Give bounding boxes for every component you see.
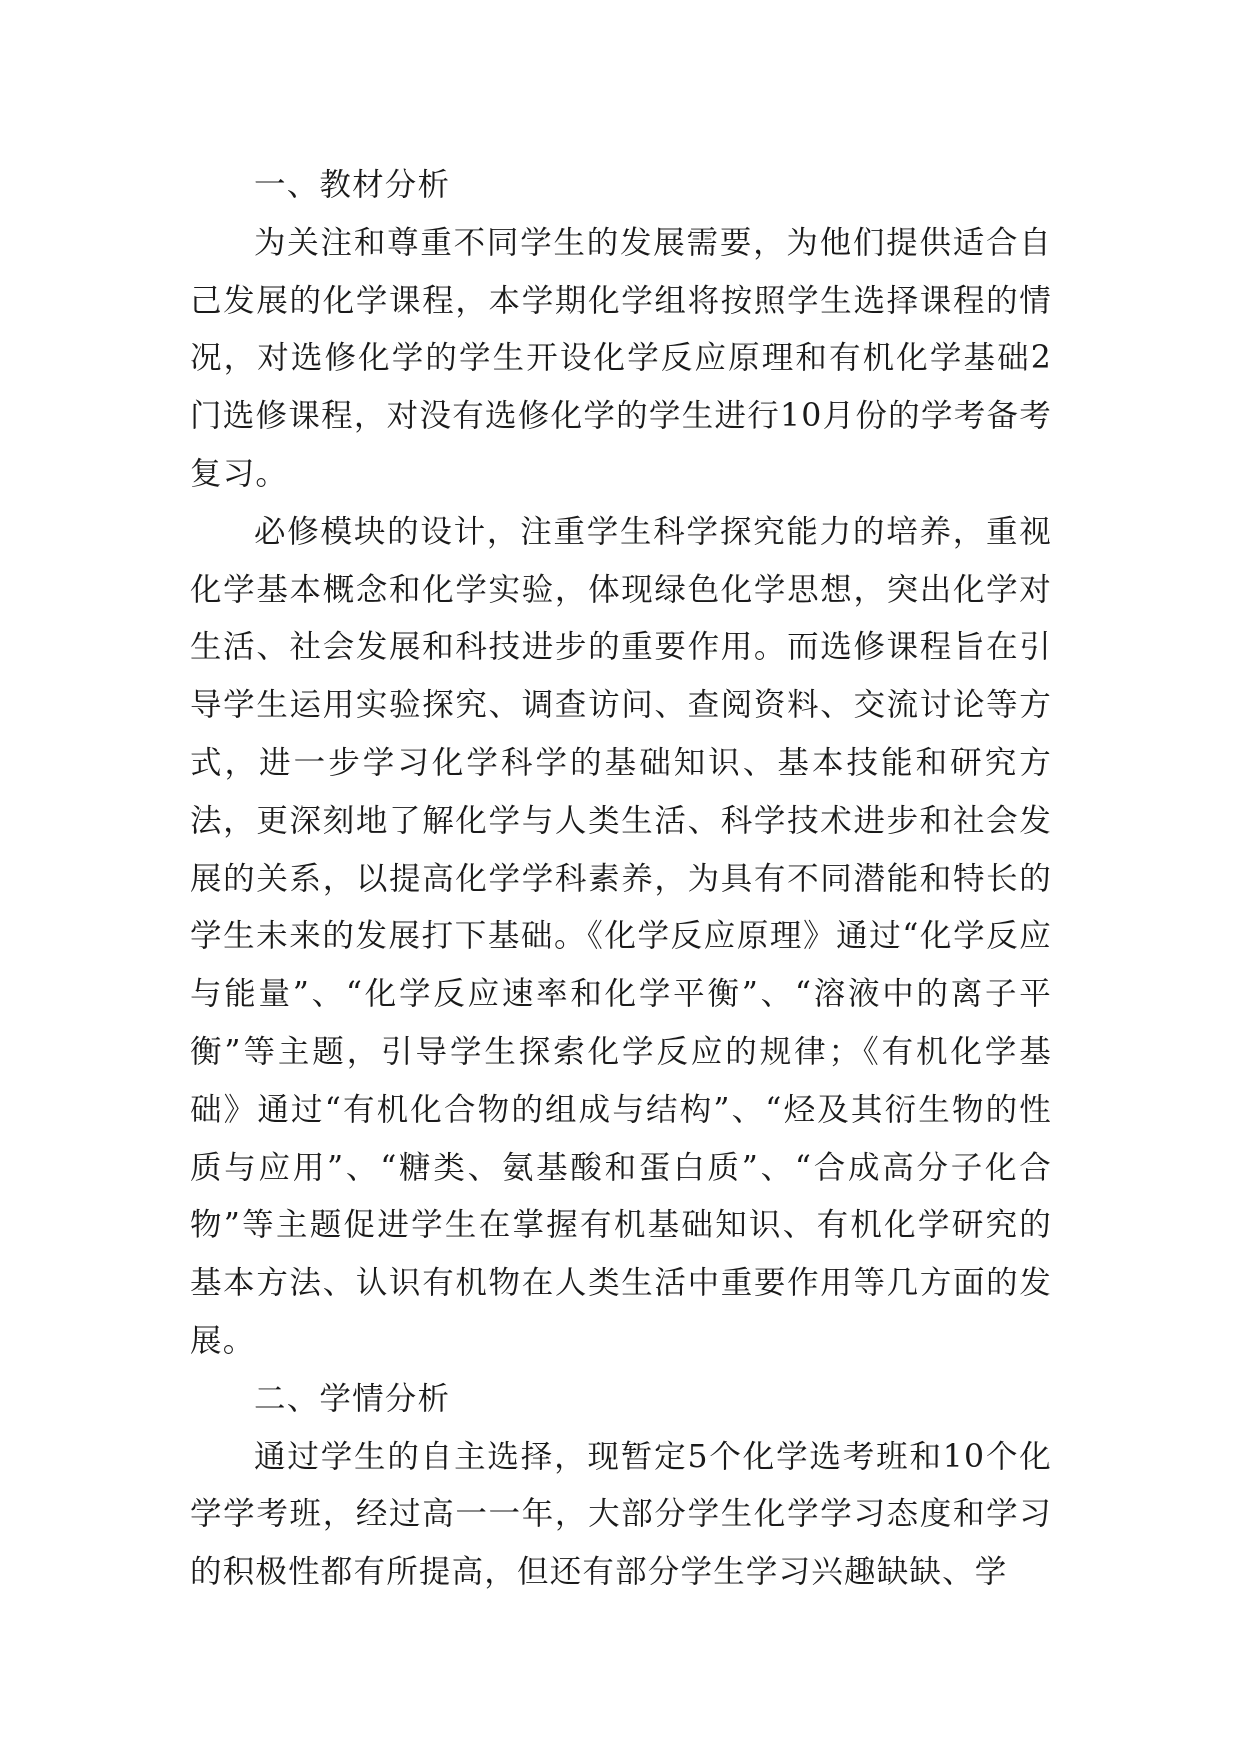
paragraph-course-overview: 为关注和尊重不同学生的发展需要，为他们提供适合自己发展的化学课程，本学期化学组将按照学生选择课程的情况，对选修化学的学生开设化学反应原理和有机化学基础2门选修课程，对没有选修化学的学生进行10月份的学考备考复习。 <box>190 224 1052 492</box>
document-body <box>190 157 1052 1602</box>
paragraph-module-design: 必修模块的设计，注重学生科学探究能力的培养，重视化学基本概念和化学实验，体现绿色化学思想，突出化学对生活、社会发展和科技进步的重要作用。而选修课程旨在引导学生运用实验探究、调查访问、查阅资料、交流讨论等方式，进一步学习化学科学的基础知识、基本技能和研究方法，更深刻地了解化学与人类生活、科学技术进步和社会发展的关系，以提高化学学科素养，为具有不同潜能和特长的学生未来的发展打下基础。《化学反应原理》通过“化学反应与能量”、“化学反应速率和化学平衡”、“溶液中的离子平衡”等主题，引导学生探索化学反应的规律；《有机化学基础》通过“有机化合物的组成与结构”、“烃及其衍生物的性质与应用”、“糖类、氨基酸和蛋白质”、“合成高分子化合物”等主题促进学生在掌握有机基础知识、有机化学研究的基本方法、认识有机物在人类生活中重要作用等几方面的发展。 <box>190 513 1052 1359</box>
paragraph-student-situation: 通过学生的自主选择，现暂定5个化学选考班和10个化学学考班，经过高一一年，大部分学生化学学习态度和学习的积极性都有所提高，但还有部分学生学习兴趣缺缺、学 <box>190 1438 1052 1591</box>
section-heading-textbook-analysis: 一、教材分析 <box>254 167 451 203</box>
section-heading-student-analysis: 二、学情分析 <box>254 1380 451 1417</box>
